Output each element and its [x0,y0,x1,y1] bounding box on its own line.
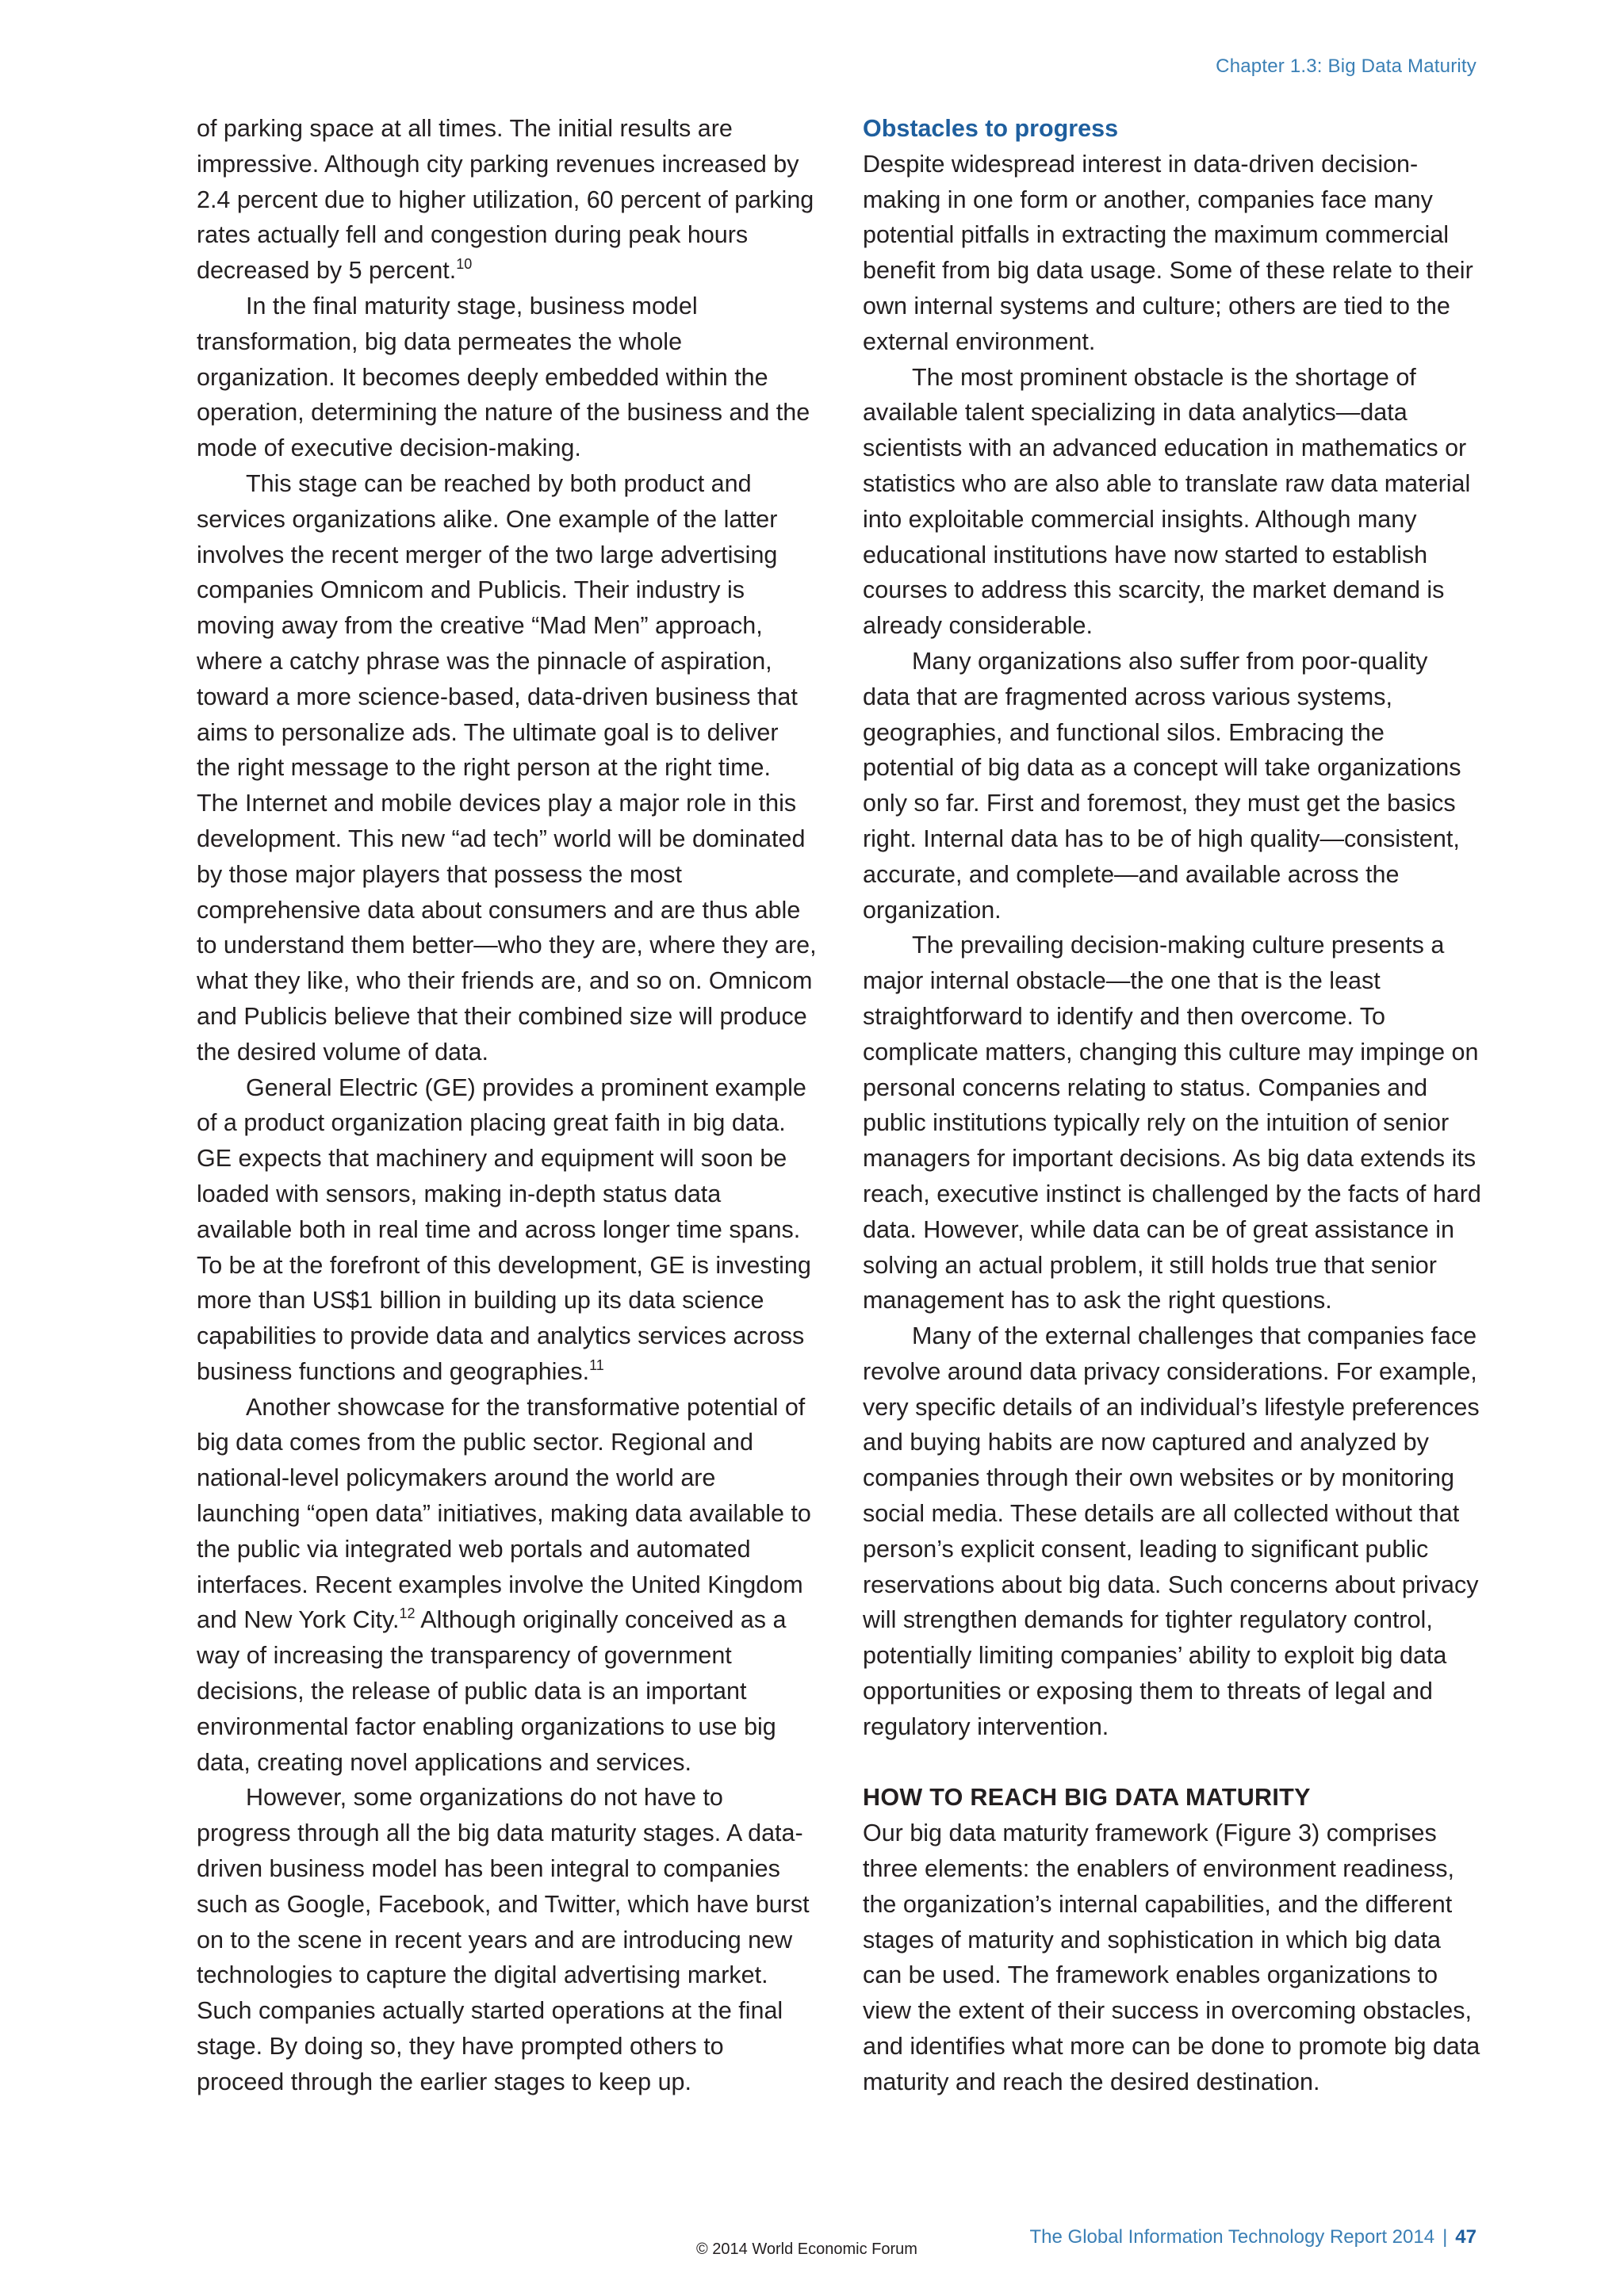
running-head: Chapter 1.3: Big Data Maturity [1216,55,1477,77]
footnote-ref[interactable]: 10 [456,256,473,273]
page-number: 47 [1455,2226,1477,2248]
subhead-obstacles: Obstacles to progress [863,115,1119,142]
footer-separator: | [1442,2226,1448,2248]
footnote-ref[interactable]: 11 [589,1357,604,1373]
body-paragraph: The most prominent obstacle is the shortage of available talent specializing in data analytics—data scientists with an advanced education in mathematics or statistics who are also able to translate raw data material into exploitable commercial insights. Although many educational institutions have now started to establish courses to address this scarcity, the market demand is already considerable. [863,363,1471,640]
body-paragraph: of parking space at all times. The initial results are impressive. Although city parking revenues increased by 2.4 percent due to higher utilization, 60 percent of parking rates actually fell and congestion during peak hours decreased by 5 percent.$^{10}$ [197,115,814,285]
section-heading: HOW TO REACH BIG DATA MATURITY [863,1784,1311,1812]
body-paragraph: Another showcase for the transformative potential of big data comes from the public sector. Regional and national-level policymakers around the world are launching “open data” initiatives, making data available to the public via integrated web portals and automated interfaces. Recent examples involve the United Kingdom and New York City.$^{12}$ Although originally conceived as a way of increasing the transparency of government decisions, the release of public data is an important environmental factor enabling organizations to use big data, creating novel applications and services. [197,1393,811,1776]
right-column [863,111,1481,2100]
body-paragraph: Many organizations also suffer from poor-quality data that are fragmented across various systems, geographies, and functional silos. Embracing the potential of big data as a concept will take organizations only so far. First and foremost, they must get the basics right. Internal data has to be of high quality—consistent, accurate, and complete—and available across the organization. [863,647,1461,924]
footnote-ref[interactable]: 12 [399,1605,416,1622]
body-paragraph: General Electric (GE) provides a prominent example of a product organization placing great faith in big data. GE expects that machinery and equipment will soon be loaded with sensors, making in-depth status data available both in real time and across longer time spans. To be at the forefront of this development, GE is investing more than US$1 billion in building up its data science capabilities to provide data and analytics services across business functions and geographies.$^{11}$ [197,1073,811,1385]
footer-report [1030,2226,1477,2248]
report-title: The Global Information Technology Report 2014 [1029,2226,1435,2248]
body-paragraph: Many of the external challenges that companies face revolve around data privacy considerations. For example, very specific details of an individual’s lifestyle preferences and buying habits are now captured and analyzed by companies through their own websites or by monitoring social media. These details are all collected without that person’s explicit consent, leading to significant public reservations about big data. Such concerns about privacy will strengthen demands for tighter regulatory control, potentially limiting companies’ ability to exploit big data opportunities or exposing them to threats of legal and regulatory intervention. [863,1322,1480,1740]
body-paragraph: However, some organizations do not have to progress through all the big data maturity stages. A data-driven business model has been integral to companies such as Google, Facebook, and Twitter, which have burst on to the scene in recent years and are introducing new technologies to capture the digital advertising market. Such companies actually started operations at the final stage. By doing so, they have prompted others to proceed through the earlier stages to keep up. [197,1784,810,2095]
copyright-notice: © 2014 World Economic Forum [696,2241,917,2258]
body-paragraph: The prevailing decision-making culture presents a major internal obstacle—the one that is the least straightforward to identify and then overcome. To complicate matters, changing this culture may impinge on personal concerns relating to status. Companies and public institutions typically rely on the intuition of senior managers for important decisions. As big data extends its reach, executive instinct is challenged by the facts of hard data. However, while data can be of great assistance in solving an actual problem, it still holds true that senior management has to ask the right questions. [863,932,1481,1314]
body-paragraph: In the final maturity stage, business model transformation, big data permeates the whole organization. It becomes deeply embedded within the operation, determining the nature of the business and the mode of executive decision-making. [197,292,810,462]
left-column [197,111,817,2100]
body-paragraph: This stage can be reached by both product and services organizations alike. One example of the latter involves the recent merger of the two large advertising companies Omnicom and Publicis. Their industry is moving away from the creative “Mad Men” approach, where a catchy phrase was the pinnacle of aspiration, toward a more science-based, data-driven business that aims to personalize ads. The ultimate goal is to deliver the right message to the right person at the right time. The Internet and mobile devices play a major role in this development. This new “ad tech” world will be dominated by those major players that possess the most comprehensive data about consumers and are thus able to understand them better—who they are, where they are, what they like, who their friends are, and so on. Omnicom and Publicis believe that their combined size will produce the desired volume of data. [197,469,817,1066]
body-paragraph: Our big data maturity framework (Figure 3) comprises three elements: the enablers of environment readiness, the organization’s internal capabilities, and the different stages of maturity and sophistication in which big data can be used. The framework enables organizations to view the extent of their success in overcoming obstacles, and identifies what more can be done to promote big data maturity and reach the desired destination. [863,1820,1480,2095]
body-paragraph: Despite widespread interest in data-driven decision-making in one form or another, companies face many potential pitfalls in extracting the maximum commercial benefit from big data usage. Some of these relate to their own internal systems and culture; others are tied to the external environment. [863,150,1473,355]
